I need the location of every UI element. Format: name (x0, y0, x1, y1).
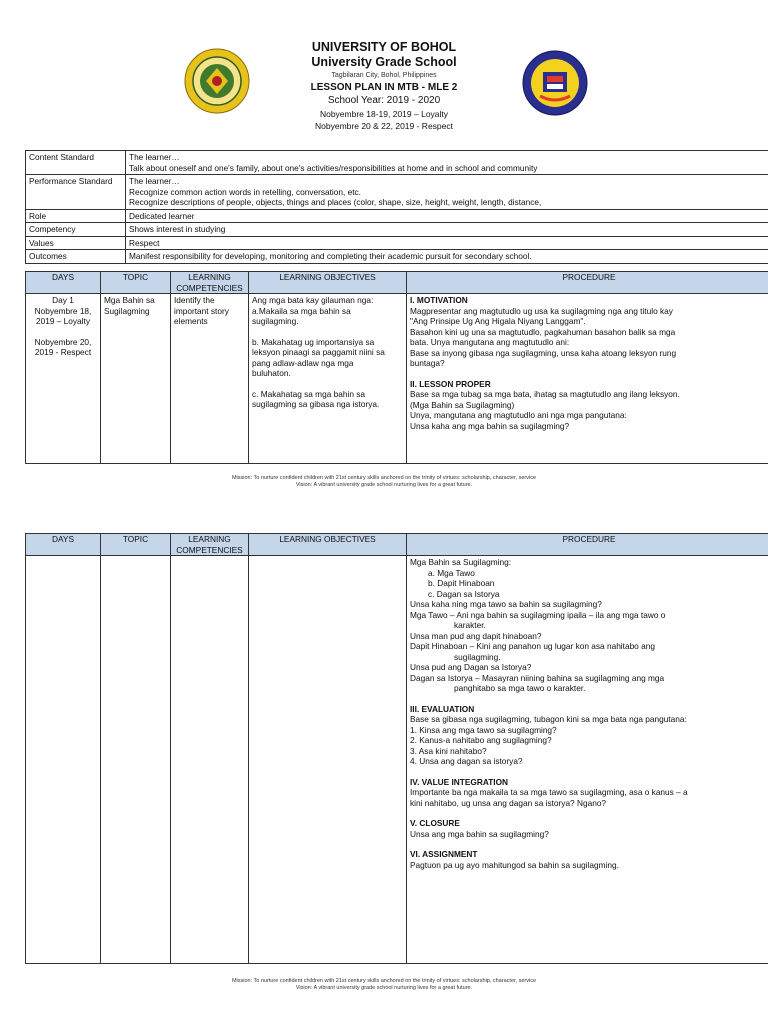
col-competencies-2: LEARNING COMPETENCIES (171, 534, 249, 556)
assignment-heading: VI. ASSIGNMENT (410, 849, 478, 859)
motivation-heading: I. MOTIVATION (410, 295, 468, 305)
vision-statement-2: Vision: A vibrant university grade school nurturing lives for a great future. (295, 985, 473, 991)
standards-table (25, 150, 768, 264)
footer-page-2 (0, 978, 768, 992)
school-name: University Grade School (311, 55, 457, 69)
objectives-cell-2 (249, 556, 407, 964)
school-year: School Year: 2019 - 2020 (327, 95, 441, 106)
evaluation-heading: III. EVALUATION (410, 703, 475, 714)
school-address: Tagbilaran City, Bohol, Philippines (331, 72, 437, 79)
outcomes-label: Outcomes (26, 250, 126, 264)
col-objectives: LEARNING OBJECTIVES (249, 272, 407, 294)
outcomes-row (26, 250, 768, 264)
mission-statement-2: Mission: To nurture confident children with 21st century skills anchored on the trinity of virtues: scholarship, character, service (231, 978, 537, 984)
performance-standard-label: Performance Standard (26, 175, 126, 210)
role-label: Role (26, 209, 126, 223)
competency-cell-2 (171, 556, 249, 964)
closure-heading: V. CLOSURE (410, 818, 460, 828)
plan-title: LESSON PLAN IN MTB - MLE 2 (310, 82, 458, 93)
lesson-table-page-1 (25, 271, 768, 464)
mission-statement: Mission: To nurture confident children with 21st century skills anchored on the trinity of virtues: scholarship, character, service (231, 475, 537, 481)
col-days: DAYS (26, 272, 101, 294)
outcomes-value: Manifest responsibility for developing, monitoring and completing their academic pursuit for secondary school. (126, 250, 768, 264)
content-standard-label: Content Standard (26, 151, 126, 175)
parts-heading: Mga Bahin sa Sugilagming: (410, 557, 512, 567)
days-cell-2 (26, 556, 101, 964)
values-label: Values (26, 236, 126, 250)
vision-statement: Vision: A vibrant university grade school nurturing lives for a great future. (295, 482, 473, 488)
topic-cell: Mga Bahin sa Sugilagming (101, 294, 171, 464)
role-value: Dedicated learner (126, 209, 768, 223)
content-standard-row (26, 151, 768, 175)
col-objectives-2: LEARNING OBJECTIVES (249, 534, 407, 556)
col-competencies: LEARNING COMPETENCIES (171, 272, 249, 294)
values-value: Respect (126, 236, 768, 250)
col-procedure-2: PROCEDURE (407, 534, 768, 556)
lesson-table-header-2 (26, 534, 768, 556)
competency-label: Competency (26, 223, 126, 237)
performance-standard-row (26, 175, 768, 210)
col-topic-2: TOPIC (101, 534, 171, 556)
value-integration-heading: IV. VALUE INTEGRATION (410, 776, 509, 787)
lesson-table-page-2 (25, 533, 768, 964)
col-days-2: DAYS (26, 534, 101, 556)
col-topic: TOPIC (101, 272, 171, 294)
procedure-cell: I. MOTIVATION Magpresentar ang magtutudlo ug usa ka sugilagming nga ang titulo kay "Ang Prinsipe Ug Ang Higala Niyang Langgam". Basahon kini ug una sa magtutudlo, pagkahuman basahon balik sa mga bata. Unya mangutana ang magtutudlo ani: Base sa inyong gibasa nga sugilagming, unsa kaha atoang leksyon rung buntaga? II. LESSON PROPER Base sa mga tubag sa mga bata, ihatag sa magtutudlo ang ilang leksyon. (Mga Bahin sa Sugilagming) Unya, mangutana ang magtutudlo ani nga mga pangutana: Unsa kaha ang mga bahin sa sugilagming? (407, 294, 768, 464)
lesson-proper-heading: II. LESSON PROPER (410, 378, 491, 389)
procedure-cell-2: Mga Bahin sa Sugilagming: a. Mga Tawo b. Dapit Hinaboan c. Dagan sa Istorya Unsa kaha ning mga tawo sa bahin sa sugilagming? Mga Tawo – Ani nga bahin sa sugilagming ipaila – ila ang mga tawo o karakter. Unsa man pud ang dapit hinaboan? Dapit Hinaboan – Kini ang panahon ug lugar kon asa nahitabo ang sugilagming. Unsa pud ang Dagan sa Istorya? Dagan sa Istorya – Masayran niining bahina sa sugilagming ang mga panghitabo sa mga tawo o karakter. III. EVALUATION Base sa gibasa nga sugilagming, tubagon kini sa mga bata nga pangutana: 1. Kinsa ang mga tawo sa sugilagming? 2. Kanus-a nahitabo ang sugilagming? 3. Asa kini nahitabo? 4. Unsa ang dagan sa istorya? IV. VALUE INTEGRATION Importante ba nga makaila ta sa mga tawo sa sugilagming, asa o kanus – a kini nahitabo, ug unsa ang dagan sa istorya? Ngano? V. CLOSURE Unsa ang mga bahin sa sugilagming? VI. ASSIGNMENT Pagtuon pa ug ayo mahitungod sa bahin sa sugilagming. (407, 556, 768, 964)
col-procedure: PROCEDURE (407, 272, 768, 294)
competency-value: Shows interest in studying (126, 223, 768, 237)
topic-cell-2 (101, 556, 171, 964)
performance-standard-value: The learner… Recognize common action words in retelling, conversation, etc. Recognize descriptions of people, objects, things and places (color, shape, size, height, weight, length, distance, (126, 175, 768, 210)
schedule-line-1: Nobyembre 18-19, 2019 – Loyalty (319, 109, 449, 119)
university-name: UNIVERSITY OF BOHOL (311, 40, 457, 54)
days-cell: Day 1 Nobyembre 18, 2019 – Loyalty Nobyembre 20, 2019 - Respect (26, 294, 101, 464)
content-standard-value: The learner… Talk about oneself and one's family, about one's activities/responsibilities at home and in school and community (126, 151, 768, 175)
lesson-row-continued (26, 556, 768, 964)
competency-cell: Identify the important story elements (171, 294, 249, 464)
competency-row (26, 223, 768, 237)
role-row (26, 209, 768, 223)
schedule-line-2: Nobyembre 20 & 22, 2019 - Respect (315, 121, 453, 131)
lesson-row-day1 (26, 294, 768, 464)
values-row (26, 236, 768, 250)
footer-page-1 (0, 475, 768, 489)
document-header (0, 40, 768, 132)
lesson-table-header (26, 272, 768, 294)
objectives-cell: Ang mga bata kay gilauman nga: a.Makaila sa mga bahin sa sugilagming. b. Makahatag ug importansiya sa leksyon pinaagi sa paggamit niini sa pang adlaw-adlaw nga mga buluhaton. c. Makahatag sa mga bahin sa sugilagming sa gibasa nga istorya. (249, 294, 407, 464)
